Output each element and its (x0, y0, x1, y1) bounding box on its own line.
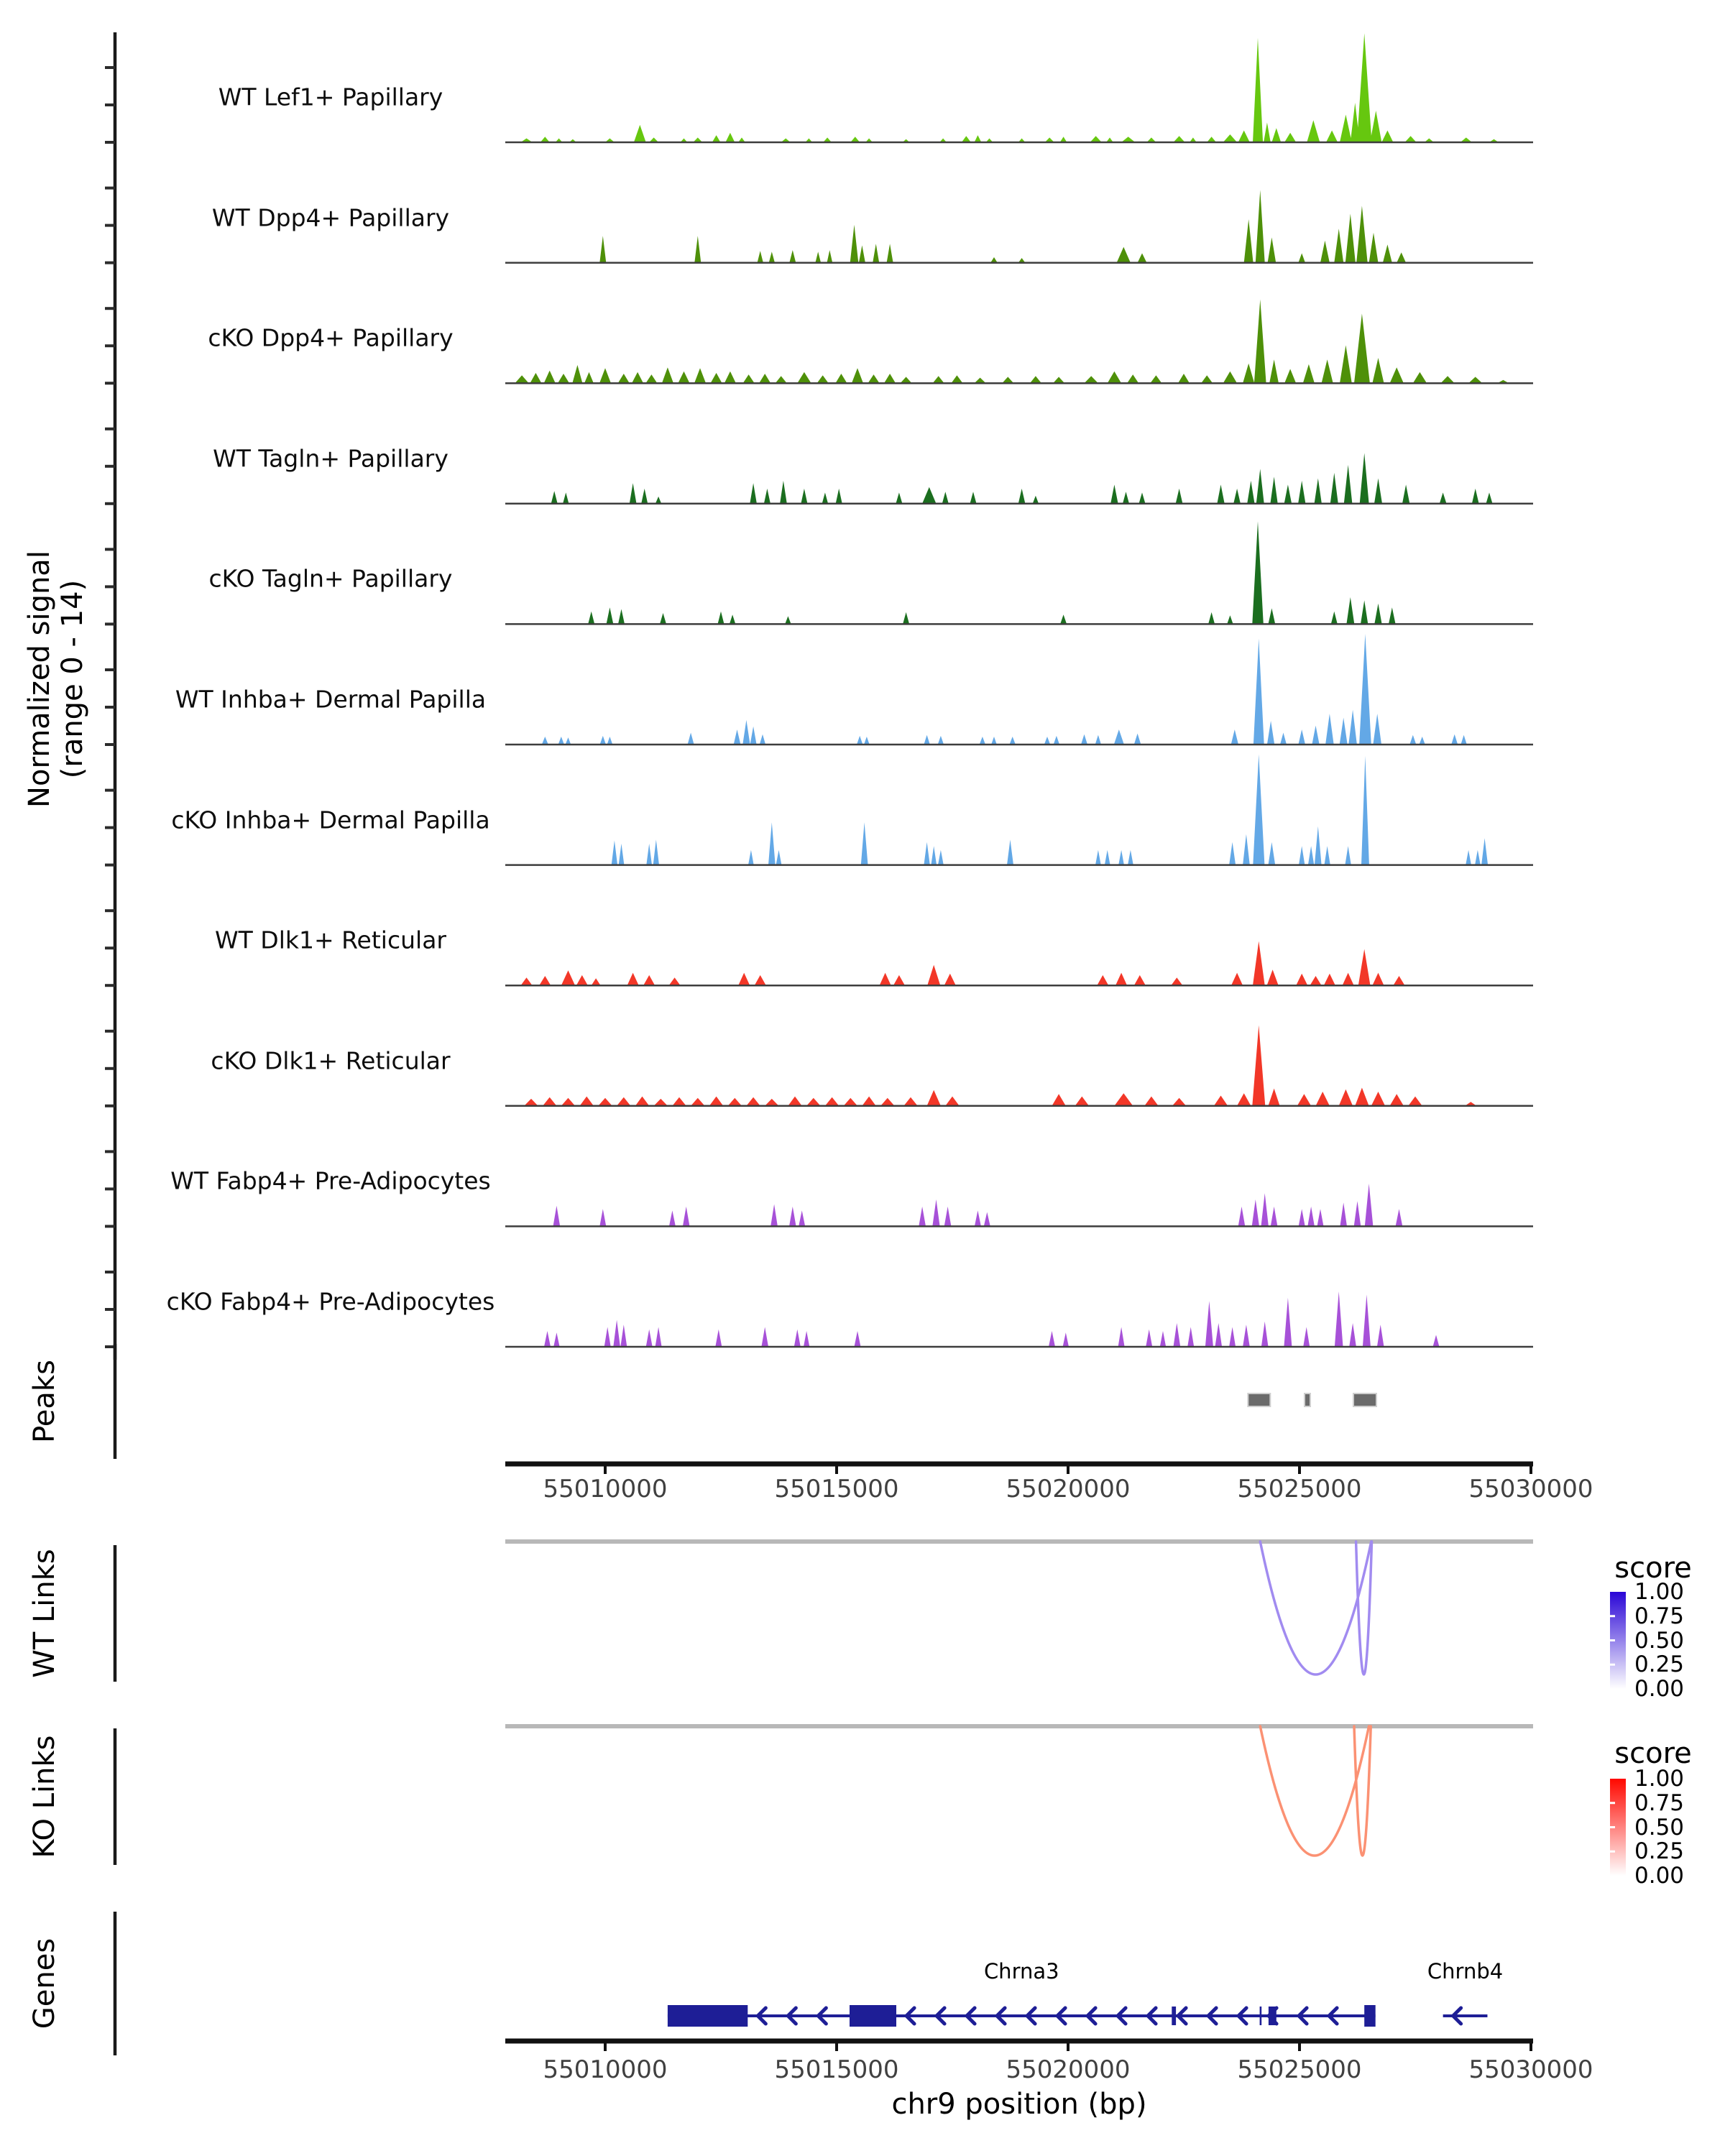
signal-area-5 (588, 521, 1395, 624)
track-label-2: WT Dpp4+ Papillary (211, 203, 450, 232)
signal-area-11 (544, 1291, 1440, 1347)
gene-small-exon (1260, 2007, 1262, 2025)
gene-exon (668, 2005, 748, 2027)
track-label-6: WT Inhba+ Dermal Papilla (175, 685, 487, 714)
ko-legend-label: 1.00 (1634, 1766, 1685, 1792)
track-label-4: WT Tagln+ Papillary (213, 444, 448, 473)
links-tracks (505, 1542, 1533, 1856)
track-label-10: WT Fabp4+ Pre-Adipocytes (170, 1166, 491, 1195)
row-label-peaks: Peaks (28, 1360, 61, 1443)
signal-area-7 (612, 755, 1488, 865)
wt-legend-label: 0.25 (1634, 1651, 1685, 1678)
x-tick-label: 55020000 (1006, 2055, 1131, 2084)
gene-models (668, 2005, 1488, 2027)
signal-area-3 (515, 300, 1509, 384)
genome-x-axis (505, 1464, 1533, 1474)
gene-label-Chrna3: Chrna3 (983, 1959, 1059, 1984)
peak-box (1305, 1393, 1310, 1406)
row-label-wt-links: WT Links (28, 1549, 61, 1678)
gene-small-exon (1172, 2007, 1176, 2025)
ko-legend-label: 0.50 (1634, 1814, 1685, 1841)
peak-box (1353, 1393, 1376, 1406)
y-axis-label (23, 550, 89, 808)
track-label-1: WT Lef1+ Papillary (218, 83, 443, 111)
gene-exon (850, 2005, 896, 2027)
track-label-11: cKO Fabp4+ Pre-Adipocytes (166, 1287, 495, 1316)
signal-y-axis (105, 32, 115, 1360)
y-axis-label-line2: (range 0 - 14) (56, 579, 89, 779)
x-tick-label: 55010000 (543, 1475, 668, 1503)
track-label-5: cKO Tagln+ Papillary (208, 564, 453, 593)
peak-box (1248, 1393, 1270, 1406)
ko-legend-label: 0.00 (1634, 1863, 1685, 1889)
signal-area-8 (521, 941, 1405, 986)
track-label-8: WT Dlk1+ Reticular (215, 926, 446, 954)
x-tick-label: 55015000 (774, 1475, 899, 1503)
x-tick-label: 55010000 (543, 2055, 668, 2084)
gene-x-axis (505, 2041, 1533, 2051)
gene-label-Chrnb4: Chrnb4 (1427, 1959, 1504, 1984)
x-tick-label: 55025000 (1237, 1475, 1362, 1503)
wt-link-arc (1260, 1542, 1371, 1674)
ko-legend-label: 0.25 (1634, 1838, 1685, 1865)
ko-score-legend-title: score (1614, 1737, 1692, 1770)
signal-area-4 (551, 453, 1493, 503)
x-tick-label: 55015000 (774, 2055, 899, 2084)
x-tick-label: 55030000 (1468, 1475, 1593, 1503)
wt-legend-label: 0.50 (1634, 1627, 1685, 1654)
ko-legend-label: 0.75 (1634, 1789, 1685, 1816)
track-label-9: cKO Dlk1+ Reticular (211, 1046, 451, 1075)
signal-area-6 (542, 634, 1467, 745)
wt-legend-label: 0.00 (1634, 1676, 1685, 1702)
gene-exon (1364, 2005, 1376, 2027)
signal-area-1 (521, 33, 1499, 142)
x-tick-label: 55025000 (1237, 2055, 1362, 2084)
signal-tracks (505, 33, 1533, 1347)
signal-area-10 (553, 1184, 1403, 1226)
x-tick-label: 55020000 (1006, 1475, 1131, 1503)
ko-link-arc (1354, 1726, 1371, 1856)
gene-small-exon (1269, 2007, 1276, 2025)
wt-score-legend-title: score (1614, 1552, 1692, 1585)
ko-link-arc (1260, 1726, 1368, 1856)
score-legends (1610, 1592, 1626, 1876)
wt-legend-label: 1.00 (1634, 1579, 1685, 1605)
wt-link-arc (1356, 1542, 1372, 1674)
peaks-track (1248, 1393, 1376, 1406)
y-axis-label-line1: Normalized signal (23, 550, 56, 808)
signal-area-9 (524, 1026, 1476, 1106)
signal-area-2 (599, 190, 1406, 262)
track-label-3: cKO Dpp4+ Papillary (208, 323, 454, 352)
row-label-ko-links: KO Links (28, 1735, 61, 1858)
x-axis-title: chr9 position (bp) (891, 2088, 1147, 2121)
x-tick-label: 55030000 (1468, 2055, 1593, 2084)
track-label-7: cKO Inhba+ Dermal Papilla (171, 806, 490, 834)
wt-legend-label: 0.75 (1634, 1603, 1685, 1629)
row-label-genes: Genes (28, 1938, 61, 2030)
